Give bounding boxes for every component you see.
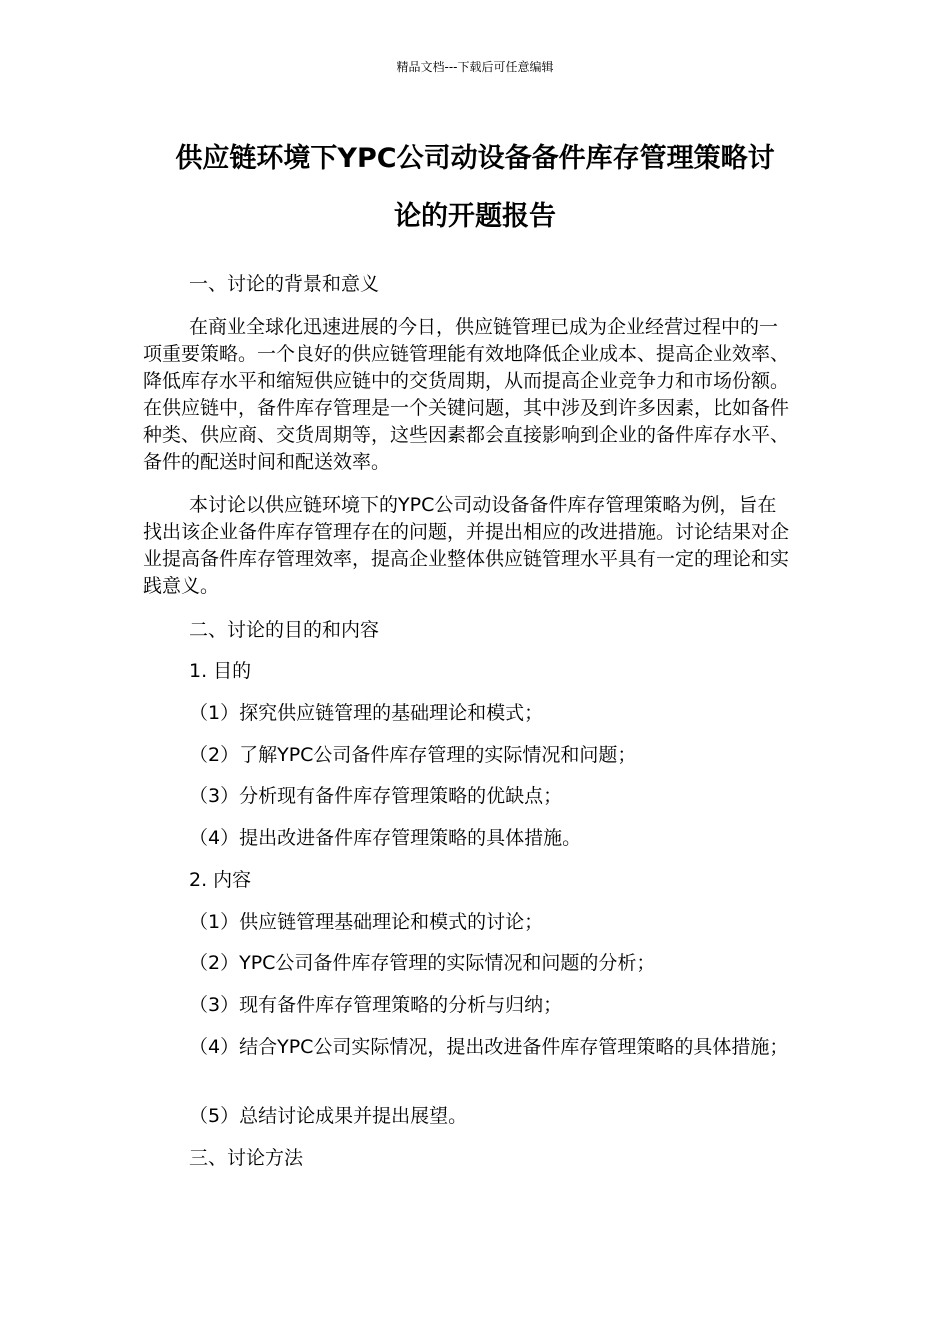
section-1-heading: 一、讨论的背景和意义 xyxy=(189,273,380,295)
section-2-heading: 二、讨论的目的和内容 xyxy=(189,619,380,641)
content-item: （5）总结讨论成果并提出展望。 xyxy=(189,1105,468,1127)
section-1-paragraph-1: 在商业全球化迅速进展的今日，供应链管理已成为企业经营过程中的一项重要策略。一个良好的供应链管理能有效地降低企业成本、提高企业效率、降低库存水平和缩短供应链中的交货周期，从而提高企业竞争力和市场份额。在供应链中，备件库存管理是一个关键问题，其中涉及到许多因素，比如备件种类、供应商、交货周期等，这些因素都会直接影响到企业的备件库存水平、备件的配送时间和配送效率。 xyxy=(143,316,790,473)
content-item: （4）结合YPC公司实际情况，提出改进备件库存管理策略的具体措施； xyxy=(189,1036,789,1058)
goal-item: （4）提出改进备件库存管理策略的具体措施。 xyxy=(189,827,582,849)
page-header: 精品文档---下载后可任意编辑 xyxy=(396,60,554,74)
document-title-line-2: 论的开题报告 xyxy=(394,201,556,232)
section-3-heading: 三、讨论方法 xyxy=(189,1147,304,1169)
document-title-line-1: 供应链环境下YPC公司动设备备件库存管理策略讨 xyxy=(175,143,775,174)
content-item: （2）YPC公司备件库存管理的实际情况和问题的分析； xyxy=(189,952,656,974)
goal-item: （3）分析现有备件库存管理策略的优缺点； xyxy=(189,785,563,807)
section-1-paragraph-2: 本讨论以供应链环境下的YPC公司动设备备件库存管理策略为例，旨在找出该企业备件库存管理存在的问题，并提出相应的改进措施。讨论结果对企业提高备件库存管理效率，提高企业整体供应链管理水平具有一定的理论和实践意义。 xyxy=(143,494,790,597)
goal-heading: 1. 目的 xyxy=(189,660,252,682)
content-item: （1）供应链管理基础理论和模式的讨论； xyxy=(189,911,544,933)
content-item: （3）现有备件库存管理策略的分析与归纳； xyxy=(189,994,563,1016)
goal-item: （1）探究供应链管理的基础理论和模式； xyxy=(189,702,544,724)
content-heading: 2. 内容 xyxy=(189,869,252,891)
goal-item: （2）了解YPC公司备件库存管理的实际情况和问题； xyxy=(189,744,637,766)
